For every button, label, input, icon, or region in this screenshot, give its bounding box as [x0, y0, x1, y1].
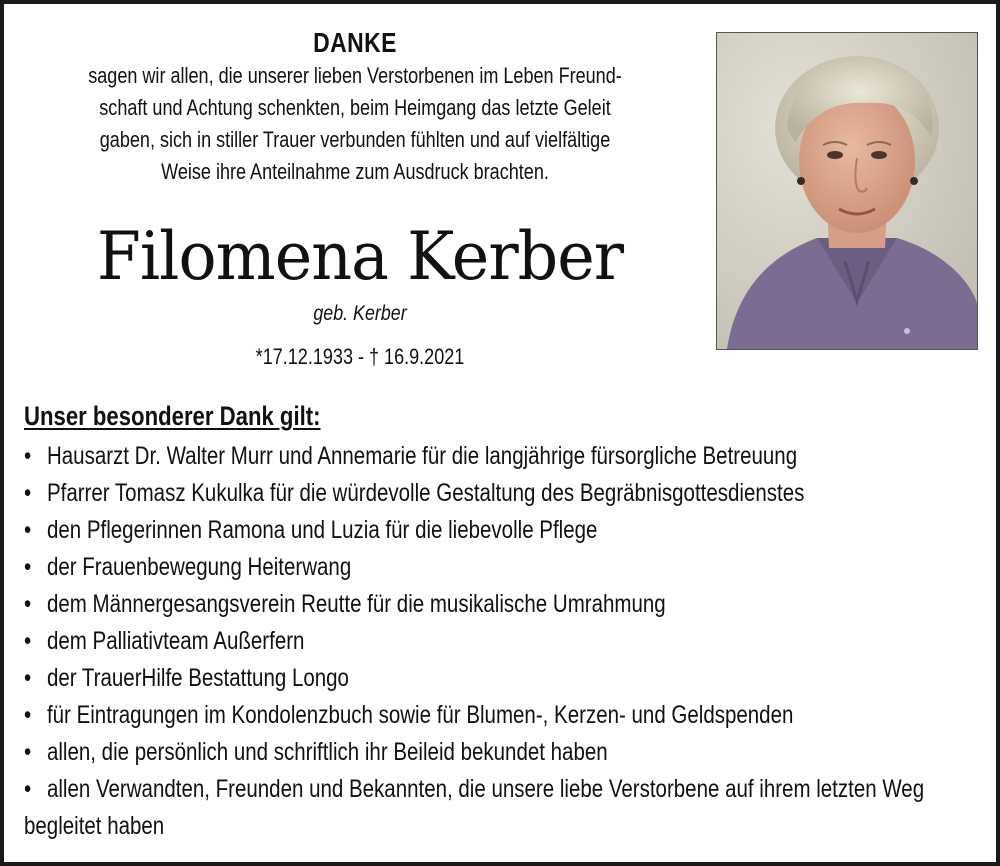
bullet-icon: • [24, 738, 32, 766]
list-item-text: allen, die persönlich und schriftlich ihr Beileid bekundet haben [46, 738, 608, 766]
list-item-text: der Frauenbewegung Heiterwang [46, 553, 352, 581]
intro-text: sagen wir allen, die unserer lieben Verstorbenen im Leben Freund- schaft und Achtung schenkten, beim Heimgang das letzte Geleit gaben, sich in stiller Trauer verbunden fühlten und auf vielfältige Weise ihre Anteilnahme zum Ausdruck brachten. [88, 63, 622, 184]
bullet-icon: • [24, 516, 32, 544]
bullet-icon: • [24, 701, 32, 729]
list-item [24, 734, 967, 771]
bullet-icon: • [24, 442, 32, 470]
list-item-text: für Eintragungen im Kondolenzbuch sowie für Blumen-, Kerzen- und Geldspenden [46, 701, 794, 729]
deceased-name: Filomena Kerber [96, 218, 624, 295]
bullet-icon: • [24, 479, 32, 507]
bullet-icon: • [24, 590, 32, 618]
list-item [24, 660, 967, 697]
list-item [24, 586, 967, 623]
list-item [24, 771, 975, 845]
maiden-name: geb. Kerber [313, 302, 407, 325]
heading-danke: DANKE [313, 27, 397, 58]
list-item [24, 697, 967, 734]
bullet-icon: • [24, 627, 32, 655]
list-item-text: dem Männergesangsverein Reutte für die musikalische Umrahmung [46, 590, 666, 618]
list-item [24, 549, 967, 586]
list-item [24, 475, 967, 512]
portrait-photo-icon [717, 33, 977, 349]
list-item [24, 512, 967, 549]
list-item-text: dem Palliativteam Außerfern [46, 627, 305, 655]
bullet-icon: • [24, 664, 32, 692]
thanks-heading: Unser besonderer Dank gilt: [24, 401, 321, 431]
thanks-list [24, 438, 967, 845]
list-item-text: Hausarzt Dr. Walter Murr und Annemarie für die langjährige fürsorgliche Betreuung [46, 442, 798, 470]
list-item [24, 623, 967, 660]
list-item-text: Pfarrer Tomasz Kukulka für die würdevolle Gestaltung des Begräbnisgottesdienstes [46, 479, 805, 507]
list-item [24, 438, 967, 475]
portrait-photo [716, 32, 978, 350]
bullet-icon: • [24, 775, 32, 803]
list-item-text: den Pflegerinnen Ramona und Luzia für die liebevolle Pflege [46, 516, 598, 544]
header-block [10, 26, 700, 188]
list-item-text: der TrauerHilfe Bestattung Longo [46, 664, 349, 692]
life-dates: *17.12.1933 - † 16.9.2021 [255, 344, 465, 369]
bullet-icon: • [24, 553, 32, 581]
list-item-text: allen Verwandten, Freunden und Bekannten, die unsere liebe Verstorbene auf ihrem letzten Weg begleitet haben [24, 775, 925, 840]
